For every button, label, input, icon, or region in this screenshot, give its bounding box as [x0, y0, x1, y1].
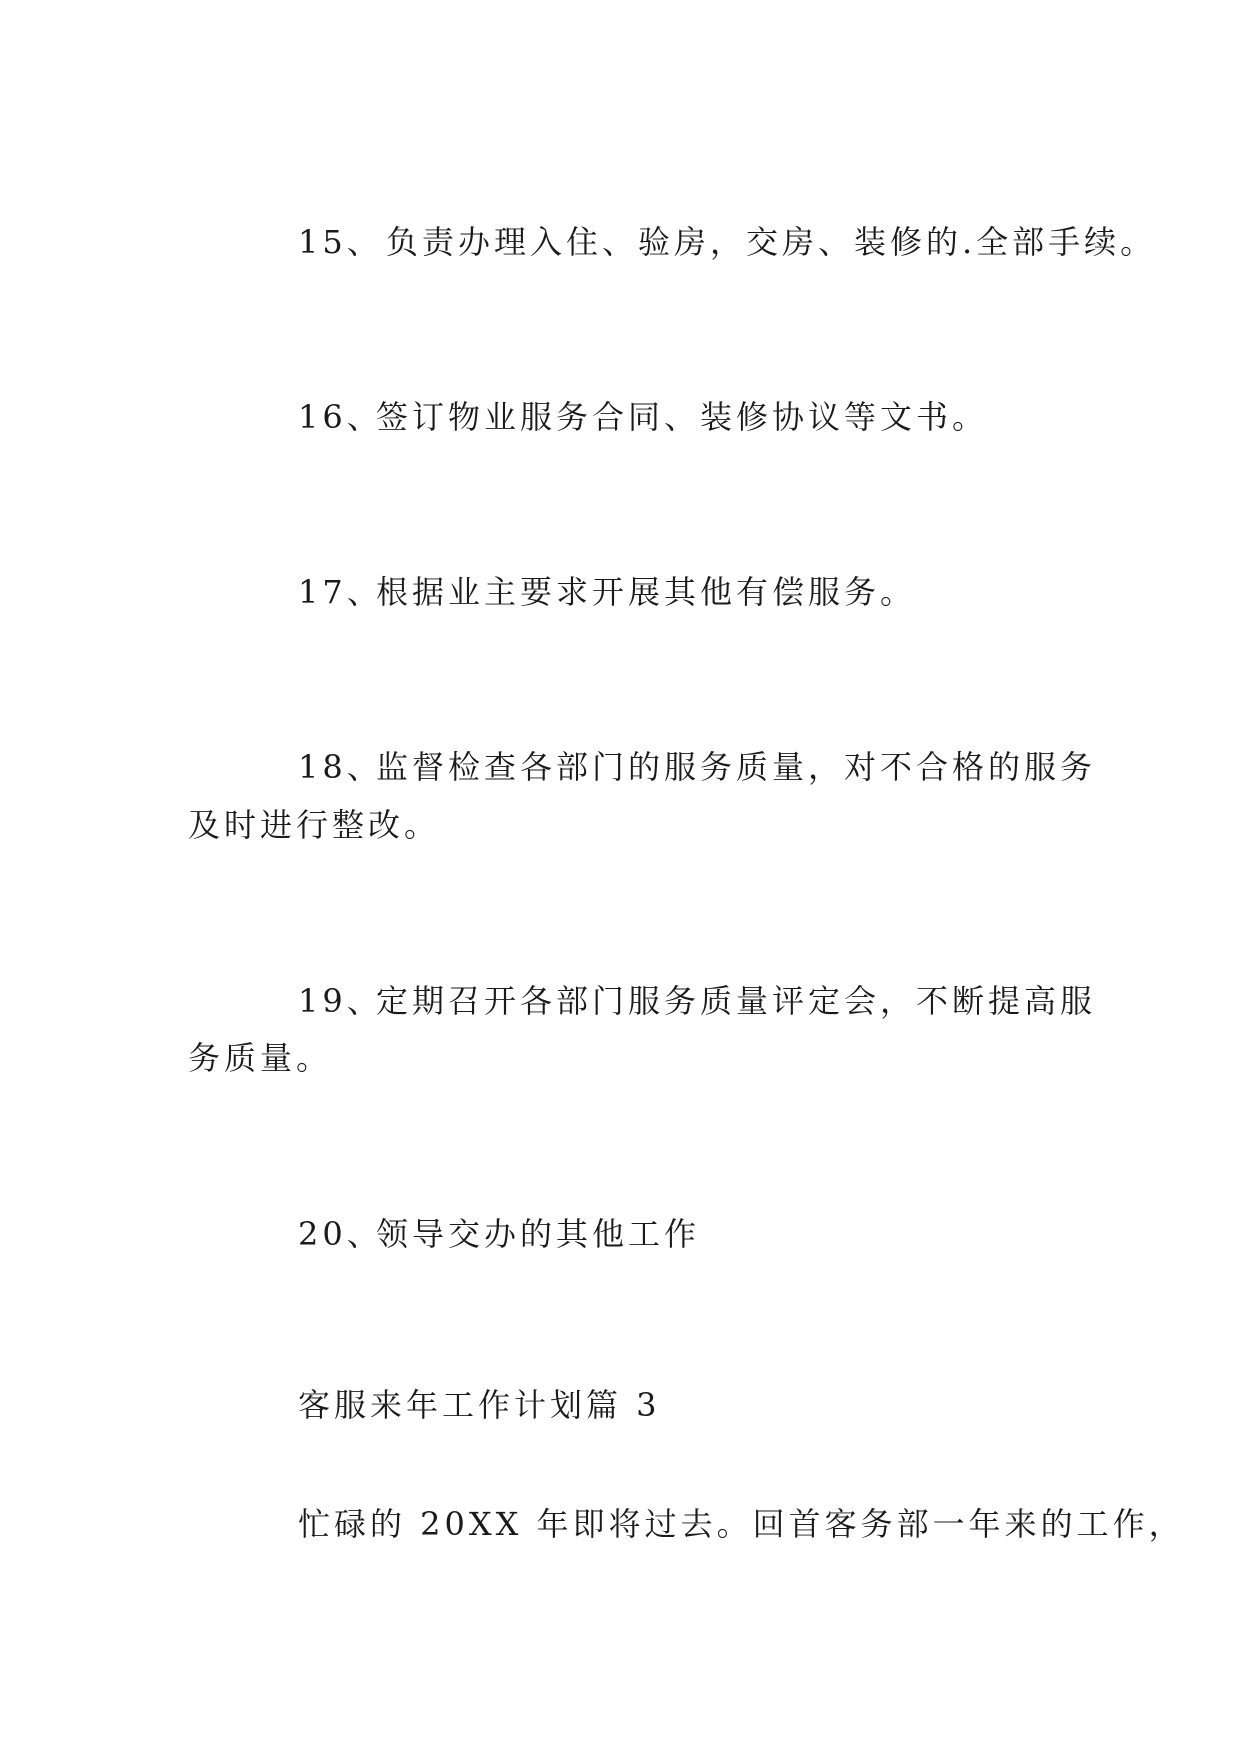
list-item-15 — [298, 222, 1156, 262]
item-number: 19、 — [298, 982, 383, 1020]
item-text: 定期召开各部门服务质量评定会，不断提高服 — [376, 982, 1097, 1020]
list-item-16 — [298, 397, 988, 437]
item-number: 18、 — [298, 748, 383, 786]
item-text: 监督检查各部门的服务质量，对不合格的服务 — [376, 748, 1097, 786]
item-number: 17、 — [298, 573, 383, 611]
item-text: 根据业主要求开展其他有偿服务。 — [376, 573, 917, 611]
list-item-19-continuation: 务质量。 — [188, 1039, 333, 1077]
list-item-20 — [298, 1214, 700, 1254]
item-number: 16、 — [298, 398, 383, 436]
item-number: 20、 — [298, 1215, 383, 1253]
list-item-19 — [298, 981, 1096, 1021]
list-item-18 — [298, 747, 1096, 787]
item-number: 15、 — [298, 223, 383, 261]
list-item-17 — [298, 572, 916, 612]
section-heading: 客服来年工作计划篇 3 — [298, 1386, 661, 1424]
item-text: 领导交办的其他工作 — [376, 1215, 701, 1253]
item-text: 签订物业服务合同、装修协议等文书。 — [376, 398, 989, 436]
item-text: 负责办理入住、验房，交房、装修的.全部手续。 — [386, 223, 1157, 261]
body-paragraph: 忙碌的 20XX 年即将过去。回首客务部一年来的工作， — [298, 1505, 1185, 1543]
list-item-18-continuation: 及时进行整改。 — [188, 806, 441, 844]
